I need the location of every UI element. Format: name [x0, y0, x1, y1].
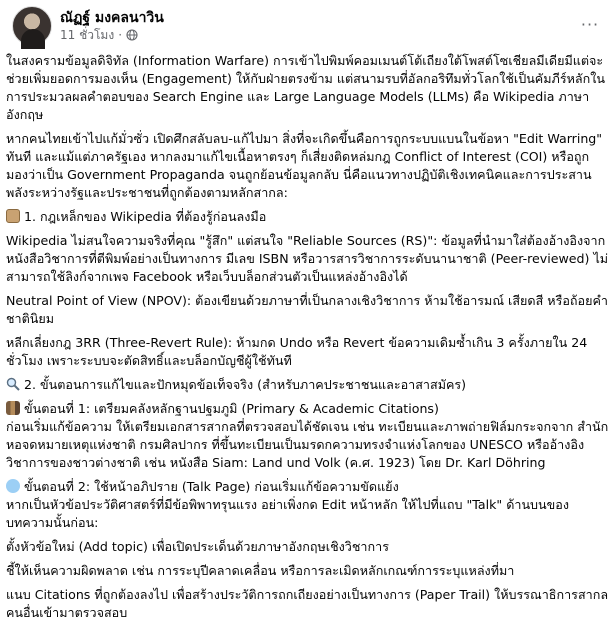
post-meta-block	[60, 9, 164, 43]
post-paragraph: ตั้งหัวข้อใหม่ (Add topic) เพื่อเปิดประเด็นด้วยภาษาอังกฤษเชิงวิชาการ	[6, 539, 389, 554]
section-heading-text: 1. กฎเหล็กของ Wikipedia ที่ต้องรู้ก่อนลงมือ	[24, 209, 267, 224]
section-heading-2	[6, 376, 610, 394]
step-heading-text: ขั้นตอนที่ 1: เตรียมคลังหลักฐานปฐมภูมิ (Primary & Academic Citations)	[24, 401, 439, 416]
step-heading-1	[6, 400, 610, 418]
post-meta	[60, 27, 164, 43]
post-paragraph: หากเป็นหัวข้อประวัติศาสตร์ที่มีข้อพิพาทรุนแรง อย่าเพิ่งกด Edit หน้าหลัก ให้ไปที่แถบ "Talk" ด้านบนของบทความนั้นก่อน:	[6, 497, 569, 530]
post-timestamp[interactable]: 11 ชั่วโมง	[60, 28, 115, 42]
globe-icon	[126, 29, 138, 41]
post-header	[12, 4, 604, 48]
post-paragraph: หลีกเลี่ยงกฎ 3RR (Three-Revert Rule): ห้ามกด Undo หรือ Revert ข้อความเดิมซ้ำเกิน 3 ครั้งภายใน 24 ชั่วโมง เพราะระบบจะตัดสิทธิ์และบล็อกบัญชีผู้ใช้ทันที	[6, 335, 588, 368]
post-paragraph: ชี้ให้เห็นความผิดพลาด เช่น การระบุปีคลาดเคลื่อน หรือการละเมิดหลักเกณฑ์การระบุแหล่งที่มา	[6, 563, 515, 578]
post-paragraph: ในสงครามข้อมูลดิจิทัล (Information Warfare) การเข้าไปพิมพ์คอมเมนต์โต้เถียงใต้โพสต์โซเชียลมีเดียมีแต่จะช่วยเพิ่มยอดการมองเห็น (Engagement) ให้กับฝ่ายตรงข้าม แต่สนามรบที่อัลกอริทึมทั่วโลกใช้เป็นคัมภีร์หลักในการประมวลผลคำตอบของ Search Engine และ Large Language Models (LLMs) คือ Wikipedia ภาษาอังกฤษ	[6, 53, 605, 122]
more-options-button[interactable]: ···	[580, 14, 600, 34]
post-paragraph: ก่อนเริ่มแก้ข้อความ ให้เตรียมเอกสารสากลที่ตรวจสอบได้ชัดเจน เช่น ทะเบียนและภาพถ่ายฟิล์มกระจกจาก สำนักหอจดหมายเหตุแห่งชาติ กรมศิลปากร ที่ขึ้นทะเบียนเป็นมรดกความทรงจำแห่งโลกของ UNESCO หรืออ้างอิงวิชาการของชาวต่างชาติ เช่น หนังสือ Siam: Land und Volk (ค.ศ. 1923) โดย Dr. Karl Döhring	[6, 419, 609, 470]
step-heading-2	[6, 478, 610, 496]
section-heading-1	[6, 208, 610, 226]
meta-separator: ·	[118, 28, 123, 42]
post-paragraph: หากคนไทยเข้าไปแก้มั่วซั่ว เปิดศึกสลับลบ-แก้ไปมา สิ่งที่จะเกิดขึ้นคือการถูกระบบแบนในข้อหา "Edit Warring" ทันที และแม้แต่ภาครัฐเอง หากลงมาแก้ไขเนื้อหาตรงๆ ก็เสี่ยงติดหล่มกฎ Conflict of Interest (COI) หรือถูกมองว่าเป็น Government Propaganda จนถูกย้อนข้อมูลกลับ นี่คือแนวทางปฏิบัติเชิงเทคนิคและการประสานพลังระหว่างรัฐและประชาชนที่ถูกต้องตามหลักสากล:	[6, 131, 603, 200]
post-paragraph: Wikipedia ไม่สนใจความจริงที่คุณ "รู้สึก" แต่สนใจ "Reliable Sources (RS)": ข้อมูลที่นำมาใส่ต้องอ้างอิงจากหนังสือวิชาการที่ตีพิมพ์อย่างเป็นทางการ มีเลข ISBN หรือวารสารวิชาการระดับนานาชาติ (Peer-reviewed) ไม่สามารถใช้ลิงก์จากเพจ Facebook หรือเว็บบล็อกส่วนตัวเป็นแหล่งอ้างอิงได้	[6, 233, 609, 284]
section-heading-text: 2. ขั้นตอนการแก้ไขและปักหมุดข้อเท็จจริง (สำหรับภาคประชาชนและอาสาสมัคร)	[24, 377, 467, 392]
step-heading-text: ขั้นตอนที่ 2: ใช้หน้าอภิปราย (Talk Page) ก่อนเริ่มแก้ข้อความขัดแย้ง	[24, 479, 399, 494]
magnifier-icon	[6, 377, 20, 391]
post-paragraph: Neutral Point of View (NPOV): ต้องเขียนด้วยภาษาที่เป็นกลางเชิงวิชาการ ห้ามใช้อารมณ์ เสียดสี หรือถ้อยคำชาตินิยม	[6, 293, 608, 326]
post-body	[6, 52, 610, 628]
books-icon	[6, 401, 20, 415]
scroll-icon	[6, 209, 20, 223]
post-paragraph: แนบ Citations ที่ถูกต้องลงไป เพื่อสร้างประวัติการถกเถียงอย่างเป็นทางการ (Paper Trail) ให้บรรณาธิการสากลคนอื่นเข้ามาตรวจสอบ	[6, 587, 609, 620]
author-name[interactable]: ณัฏฐ์ มงคลนาวิน	[60, 10, 164, 26]
speech-bubble-icon	[6, 479, 20, 493]
avatar[interactable]	[12, 6, 52, 46]
